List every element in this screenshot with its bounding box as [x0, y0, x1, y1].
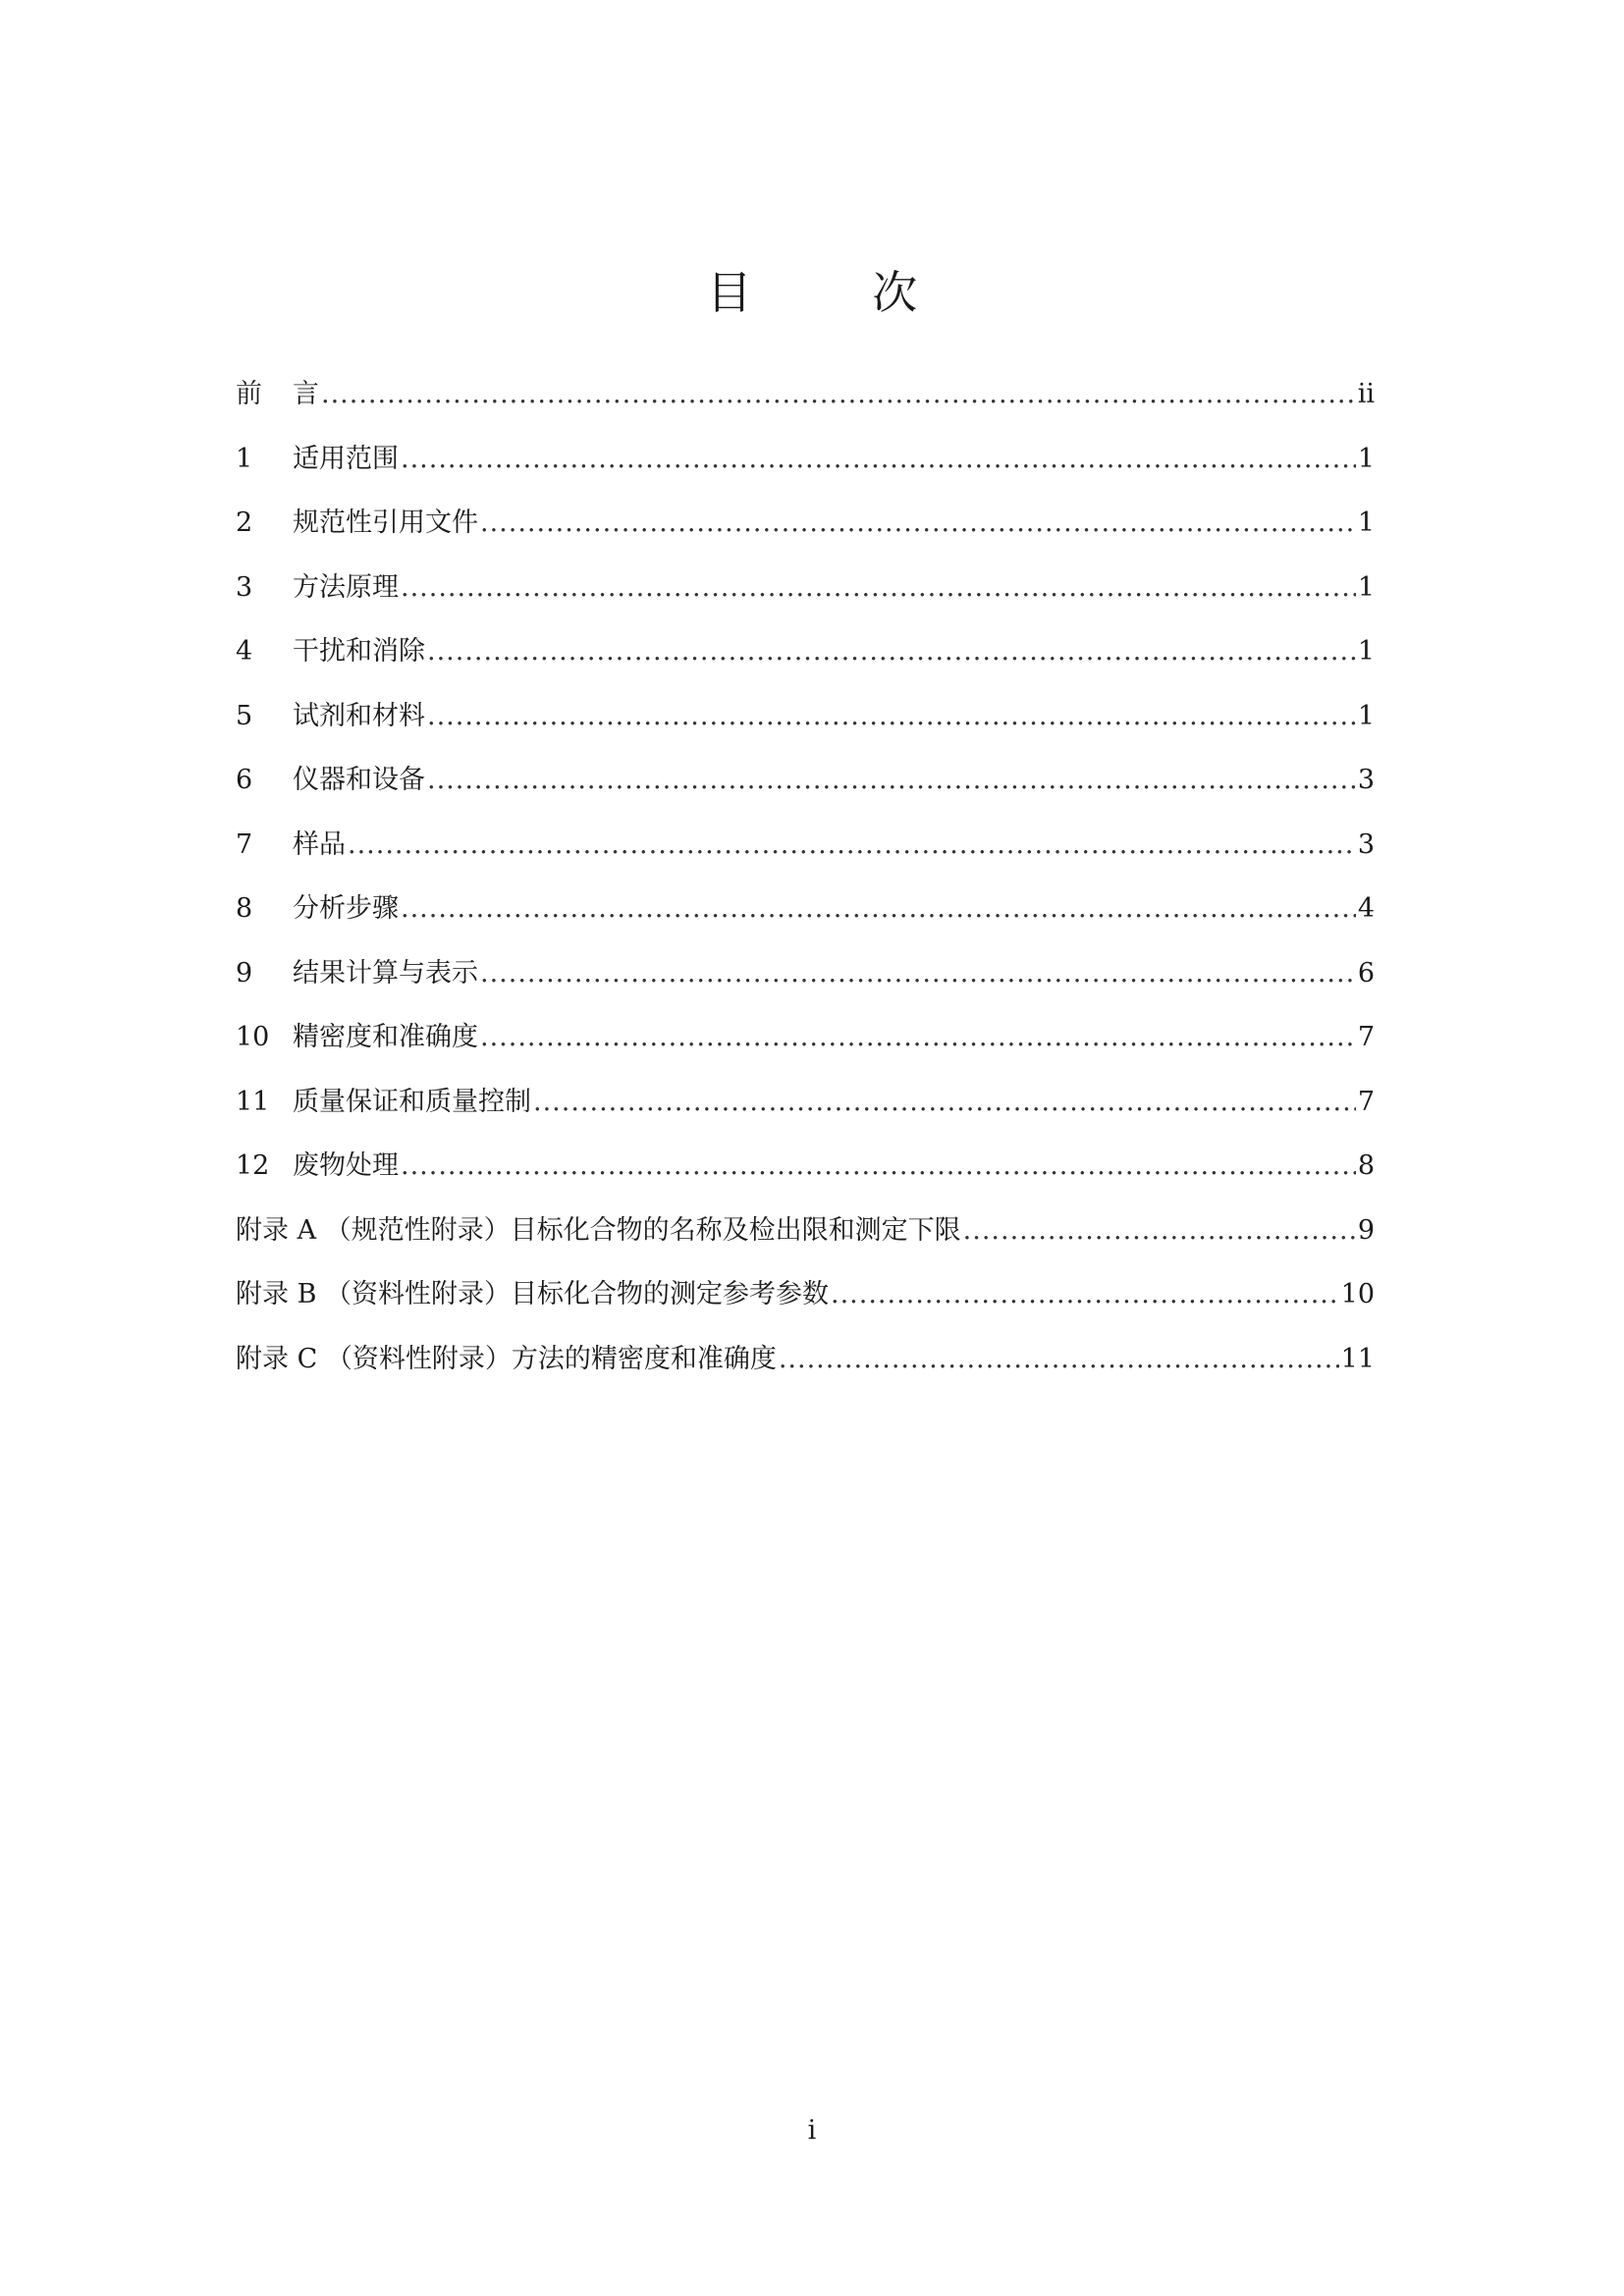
toc-entry-title: 分析步骤 [293, 893, 399, 924]
toc-entry-number: 11 [236, 1086, 270, 1117]
toc-entry-number: 前 [236, 379, 262, 409]
toc-entry-3[interactable] [236, 562, 1375, 627]
toc-entry-12[interactable] [236, 1141, 1375, 1205]
toc-entry-7[interactable] [236, 820, 1375, 884]
toc-entry-number: 5 [236, 700, 253, 731]
toc-entry-title: 言 [293, 379, 319, 409]
toc-dot-leader [963, 1205, 1356, 1256]
toc-entry-number: 7 [236, 828, 253, 860]
toc-entry-page: ii [1357, 379, 1375, 409]
toc-entry-page: 9 [1357, 1214, 1375, 1246]
toc-title: 目 次 [706, 266, 971, 319]
toc-entry-number: 8 [236, 893, 253, 924]
toc-dot-leader [401, 562, 1356, 614]
toc-entry-page: 7 [1357, 1086, 1375, 1117]
toc-dot-leader [427, 691, 1356, 742]
toc-entry-5[interactable] [236, 691, 1375, 756]
toc-entry-page: 7 [1357, 1022, 1375, 1052]
toc-entry-title: 适用范围 [293, 443, 399, 474]
toc-dot-leader [480, 498, 1356, 549]
toc-dot-leader [348, 820, 1356, 871]
toc-entry-title: 附录 A （规范性附录）目标化合物的名称及检出限和测定下限 [236, 1214, 961, 1246]
toc-entry-page: 1 [1357, 636, 1375, 667]
toc-entry-6[interactable] [236, 755, 1375, 820]
toc-entry-10[interactable] [236, 1012, 1375, 1077]
toc-entry-number: 2 [236, 507, 253, 538]
toc-entry-number: 9 [236, 957, 253, 988]
toc-entry-appendix-c[interactable] [236, 1334, 1375, 1399]
toc-entry-title: 样品 [293, 828, 346, 860]
toc-entry-title: 方法原理 [293, 571, 399, 603]
toc-entry-title: 附录 B （资料性附录）目标化合物的测定参考参数 [236, 1279, 830, 1309]
toc-entry-page: 3 [1357, 828, 1375, 860]
toc-entry-11[interactable] [236, 1077, 1375, 1142]
toc-entry-preface[interactable] [236, 369, 1375, 434]
toc-entry-page: 11 [1340, 1343, 1375, 1374]
toc-dot-leader [401, 1141, 1356, 1192]
toc-entry-title: 附录 C （资料性附录）方法的精密度和准确度 [236, 1343, 777, 1374]
toc-dot-leader [480, 948, 1356, 999]
toc-entry-title: 仪器和设备 [293, 765, 425, 795]
toc-dot-leader [321, 369, 1356, 420]
toc-entry-title: 干扰和消除 [293, 636, 425, 667]
toc-dot-leader [480, 1012, 1356, 1063]
toc-entry-page: 8 [1357, 1150, 1375, 1181]
toc-dot-leader [401, 883, 1356, 934]
toc-entry-number: 10 [236, 1022, 270, 1052]
toc-dot-leader [779, 1334, 1339, 1385]
toc-entry-number: 1 [236, 443, 253, 474]
toc-entry-number: 4 [236, 636, 253, 667]
toc-entry-appendix-a[interactable] [236, 1205, 1375, 1270]
toc-list [236, 369, 1375, 1398]
toc-entry-title: 试剂和材料 [293, 700, 425, 731]
toc-entry-2[interactable] [236, 498, 1375, 562]
toc-dot-leader [401, 434, 1356, 485]
toc-entry-8[interactable] [236, 883, 1375, 948]
toc-entry-page: 1 [1357, 700, 1375, 731]
toc-entry-page: 1 [1357, 443, 1375, 474]
toc-dot-leader [533, 1077, 1356, 1128]
toc-entry-page: 1 [1357, 571, 1375, 603]
toc-dot-leader [427, 626, 1356, 677]
toc-entry-title: 质量保证和质量控制 [293, 1086, 531, 1117]
toc-dot-leader [831, 1269, 1339, 1320]
toc-entry-appendix-b[interactable] [236, 1269, 1375, 1334]
page-number: i [807, 2115, 817, 2146]
toc-entry-4[interactable] [236, 626, 1375, 691]
toc-entry-page: 3 [1357, 765, 1375, 795]
toc-entry-9[interactable] [236, 948, 1375, 1013]
toc-dot-leader [427, 755, 1356, 806]
toc-entry-title: 精密度和准确度 [293, 1022, 478, 1052]
toc-entry-number: 6 [236, 765, 253, 795]
toc-entry-page: 6 [1357, 957, 1375, 988]
toc-entry-number: 12 [236, 1150, 270, 1181]
toc-entry-title: 废物处理 [293, 1150, 399, 1181]
toc-entry-page: 10 [1340, 1279, 1375, 1309]
toc-entry-page: 4 [1357, 893, 1375, 924]
toc-entry-title: 规范性引用文件 [293, 507, 478, 538]
toc-entry-title: 结果计算与表示 [293, 957, 478, 988]
toc-entry-1[interactable] [236, 434, 1375, 499]
toc-entry-number: 3 [236, 571, 253, 603]
toc-entry-page: 1 [1357, 507, 1375, 538]
